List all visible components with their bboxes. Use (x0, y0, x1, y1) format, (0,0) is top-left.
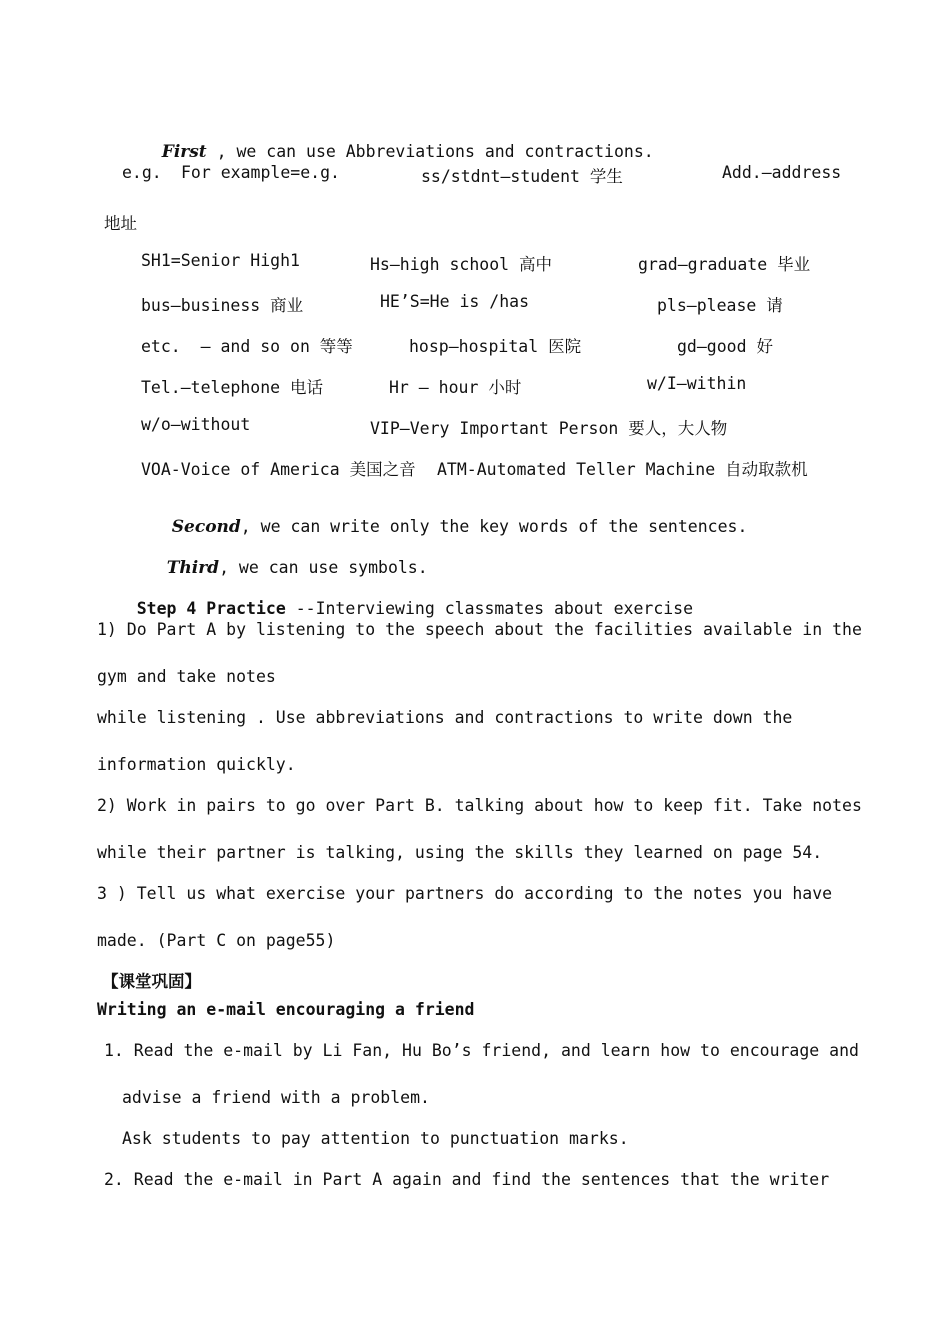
consolidation-subheading: Writing an e-mail encouraging a friend (97, 1000, 475, 1019)
consolidation-item1-line2: advise a friend with a problem. (122, 1088, 430, 1107)
first-text: , we can use Abbreviations and contractions. (206, 142, 654, 161)
example-item-cont: 地址 (104, 214, 137, 233)
third-text: , we can use symbols. (219, 558, 428, 577)
eg-label: e.g. (122, 163, 162, 182)
step4-item2-line1: 2) Work in pairs to go over Part B. talking about how to keep fit. Take notes (97, 796, 862, 815)
step4-item1-line3: while listening . Use abbreviations and contractions to write down the (97, 708, 793, 727)
step4-item3-line1: 3 ) Tell us what exercise your partners do according to the notes you have (97, 884, 833, 903)
abbrev-item: VOA-Voice of America 美国之音 (141, 460, 416, 479)
first-label: First (161, 142, 207, 162)
example-item: For example=e.g. (181, 163, 340, 182)
abbrev-item: pls—please 请 (657, 296, 783, 315)
abbrev-item: w/o—without (141, 415, 251, 434)
abbrev-item: Hr — hour 小时 (389, 378, 522, 397)
second-label: Second (171, 517, 241, 537)
example-item: ss/stdnt—student 学生 (421, 167, 623, 186)
abbrev-item: Hs—high school 高中 (370, 255, 553, 274)
abbrev-item: HE’S=He is /has (380, 292, 530, 311)
consolidation-heading: 【课堂巩固】 (102, 972, 201, 991)
step4-subtitle: --Interviewing classmates about exercise (285, 599, 694, 618)
abbrev-item: bus—business 商业 (141, 296, 304, 315)
abbrev-item: w/I—within (647, 374, 747, 393)
step4-item2-line2: while their partner is talking, using the skills they learned on page 54. (97, 843, 823, 862)
step4-item1-line4: information quickly. (97, 755, 296, 774)
consolidation-item1-line3: Ask students to pay attention to punctuation marks. (122, 1129, 629, 1148)
second-text: , we can write only the key words of the sentences. (240, 517, 748, 536)
example-item: Add.—address (722, 163, 842, 182)
abbrev-item: hosp—hospital 医院 (409, 337, 582, 356)
abbrev-item: etc. — and so on 等等 (141, 337, 353, 356)
consolidation-item2-line1: 2. Read the e-mail in Part A again and find the sentences that the writer (104, 1170, 830, 1189)
step4-item1-line1: 1) Do Part A by listening to the speech about the facilities available in the (97, 620, 862, 639)
consolidation-item1-line1: 1. Read the e-mail by Li Fan, Hu Bo’s friend, and learn how to encourage and (104, 1041, 859, 1060)
third-label: Third (166, 558, 220, 578)
abbrev-item: VIP—Very Important Person 要人，大人物 (370, 419, 728, 438)
step4-title: Step 4 Practice (136, 599, 286, 618)
step4-item1-line2: gym and take notes (97, 667, 276, 686)
abbrev-item: gd—good 好 (677, 337, 773, 356)
abbrev-item: Tel.—telephone 电话 (141, 378, 324, 397)
abbrev-item: ATM-Automated Teller Machine 自动取款机 (437, 460, 808, 479)
step4-item3-line2: made. (Part C on page55) (97, 931, 336, 950)
abbrev-item: grad—graduate 毕业 (638, 255, 811, 274)
abbrev-item: SH1=Senior High1 (141, 251, 300, 270)
